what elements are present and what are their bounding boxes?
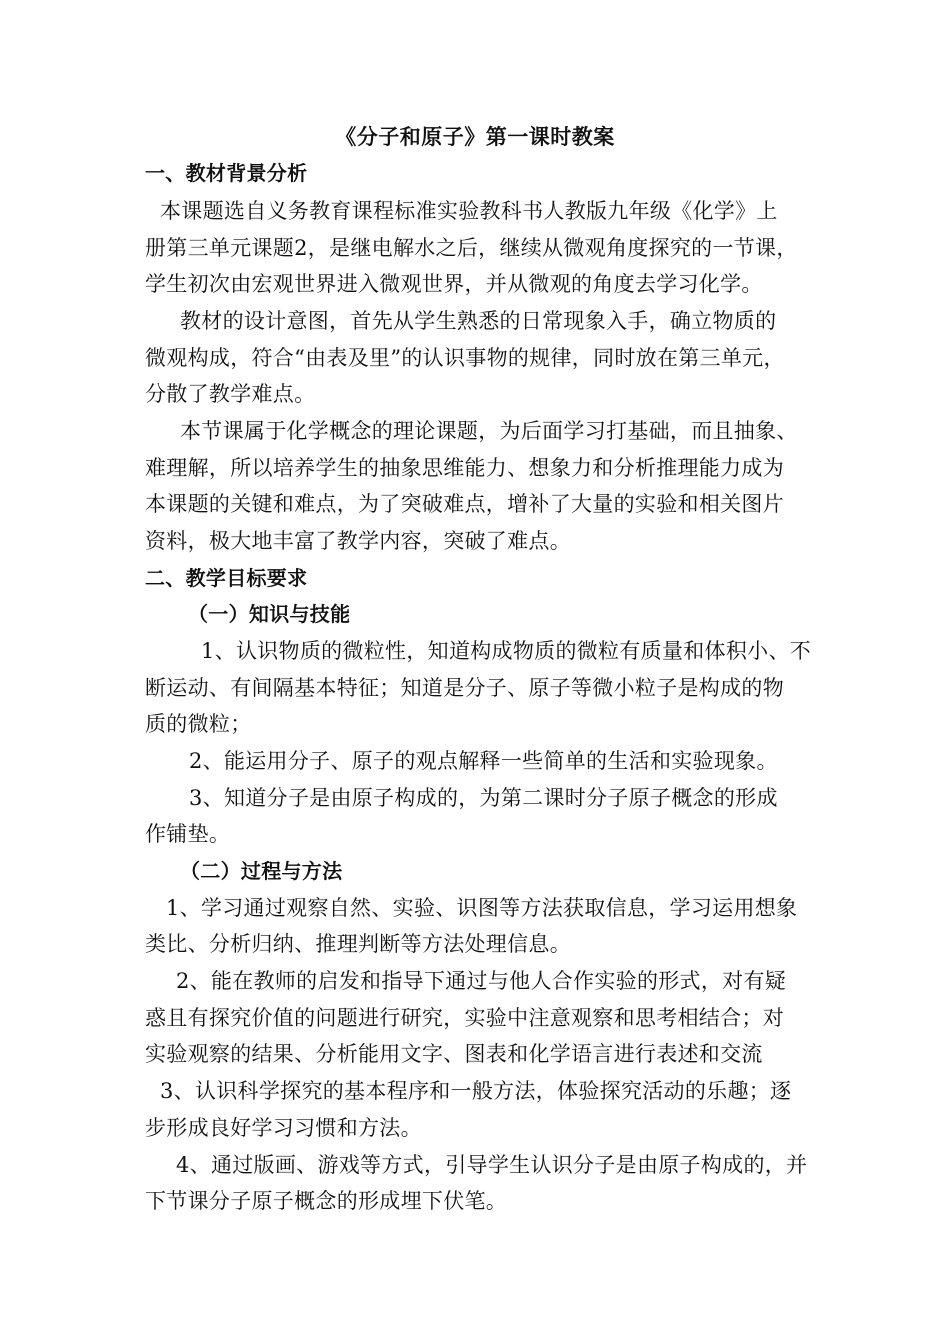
paragraph-line: 教材的设计意图，首先从学生熟悉的日常现象入手，确立物质的 [180, 309, 777, 333]
paragraph-line: 本课题的关键和难点，为了突破难点，增补了大量的实验和相关图片 [145, 492, 784, 516]
list-item-line: 实验观察的结果、分析能用文字、图表和化学语言进行表述和交流 [145, 1042, 763, 1066]
list-item-line: 断运动、有间隔基本特征；知道是分子、原子等微小粒子是构成的物 [145, 676, 784, 700]
paragraph-line: 本课题选自义务教育课程标准实验教科书人教版九年级《化学》上 [160, 199, 778, 223]
list-item-line: 2、能在教师的启发和指导下通过与他人合作实验的形式，对有疑 [176, 969, 787, 993]
paragraph-line: 分散了教学难点。 [145, 382, 316, 406]
list-item-line: 质的微粒； [145, 712, 252, 736]
section-heading-background: 一、教材背景分析 [145, 161, 308, 185]
list-item-line: 3、认识科学探究的基本程序和一般方法，体验探究活动的乐趣；逐 [160, 1079, 792, 1103]
paragraph-line: 难理解，所以培养学生的抽象思维能力、想象力和分析推理能力成为 [145, 456, 784, 480]
paragraph-line: 本节课属于化学概念的理论课题，为后面学习打基础，而且抽象、 [180, 419, 798, 443]
subsection-heading-knowledge: （一）知识与技能 [188, 602, 351, 626]
list-item-line: 类比、分析归纳、推理判断等方法处理信息。 [145, 932, 571, 956]
list-item-line: 下节课分子原子概念的形成埋下伏笔。 [145, 1189, 508, 1213]
page-title: 《分子和原子》第一课时教案 [335, 124, 615, 149]
list-item-line: 3、知道分子是由原子构成的，为第二课时分子原子概念的形成 [189, 786, 778, 810]
list-item-line: 1、认识物质的微粒性，知道构成物质的微粒有质量和体积小、不 [201, 639, 812, 663]
paragraph-line: 册第三单元课题2，是继电解水之后，继续从微观角度探究的一节课， [145, 236, 798, 260]
paragraph-line: 微观构成，符合“由表及里”的认识事物的规律，同时放在第三单元， [145, 346, 785, 370]
list-item-line: 步形成良好学习习惯和方法。 [145, 1116, 422, 1140]
section-heading-objectives: 二、教学目标要求 [145, 566, 308, 590]
list-item-line: 4、通过版画、游戏等方式，引导学生认识分子是由原子构成的，并 [176, 1153, 808, 1177]
list-item-line: 惑且有探究价值的问题进行研究，实验中注意观察和思考相结合；对 [145, 1006, 784, 1030]
list-item-line: 2、能运用分子、原子的观点解释一些简单的生活和实验现象。 [189, 749, 778, 773]
paragraph-line: 学生初次由宏观世界进入微观世界，并从微观的角度去学习化学。 [145, 272, 763, 296]
paragraph-line: 资料，极大地丰富了教学内容，突破了难点。 [145, 529, 571, 553]
list-item-line: 1、学习通过观察自然、实验、识图等方法获取信息，学习运用想象 [166, 896, 798, 920]
subsection-heading-process: （二）过程与方法 [180, 859, 343, 883]
list-item-line: 作铺垫。 [145, 822, 231, 846]
